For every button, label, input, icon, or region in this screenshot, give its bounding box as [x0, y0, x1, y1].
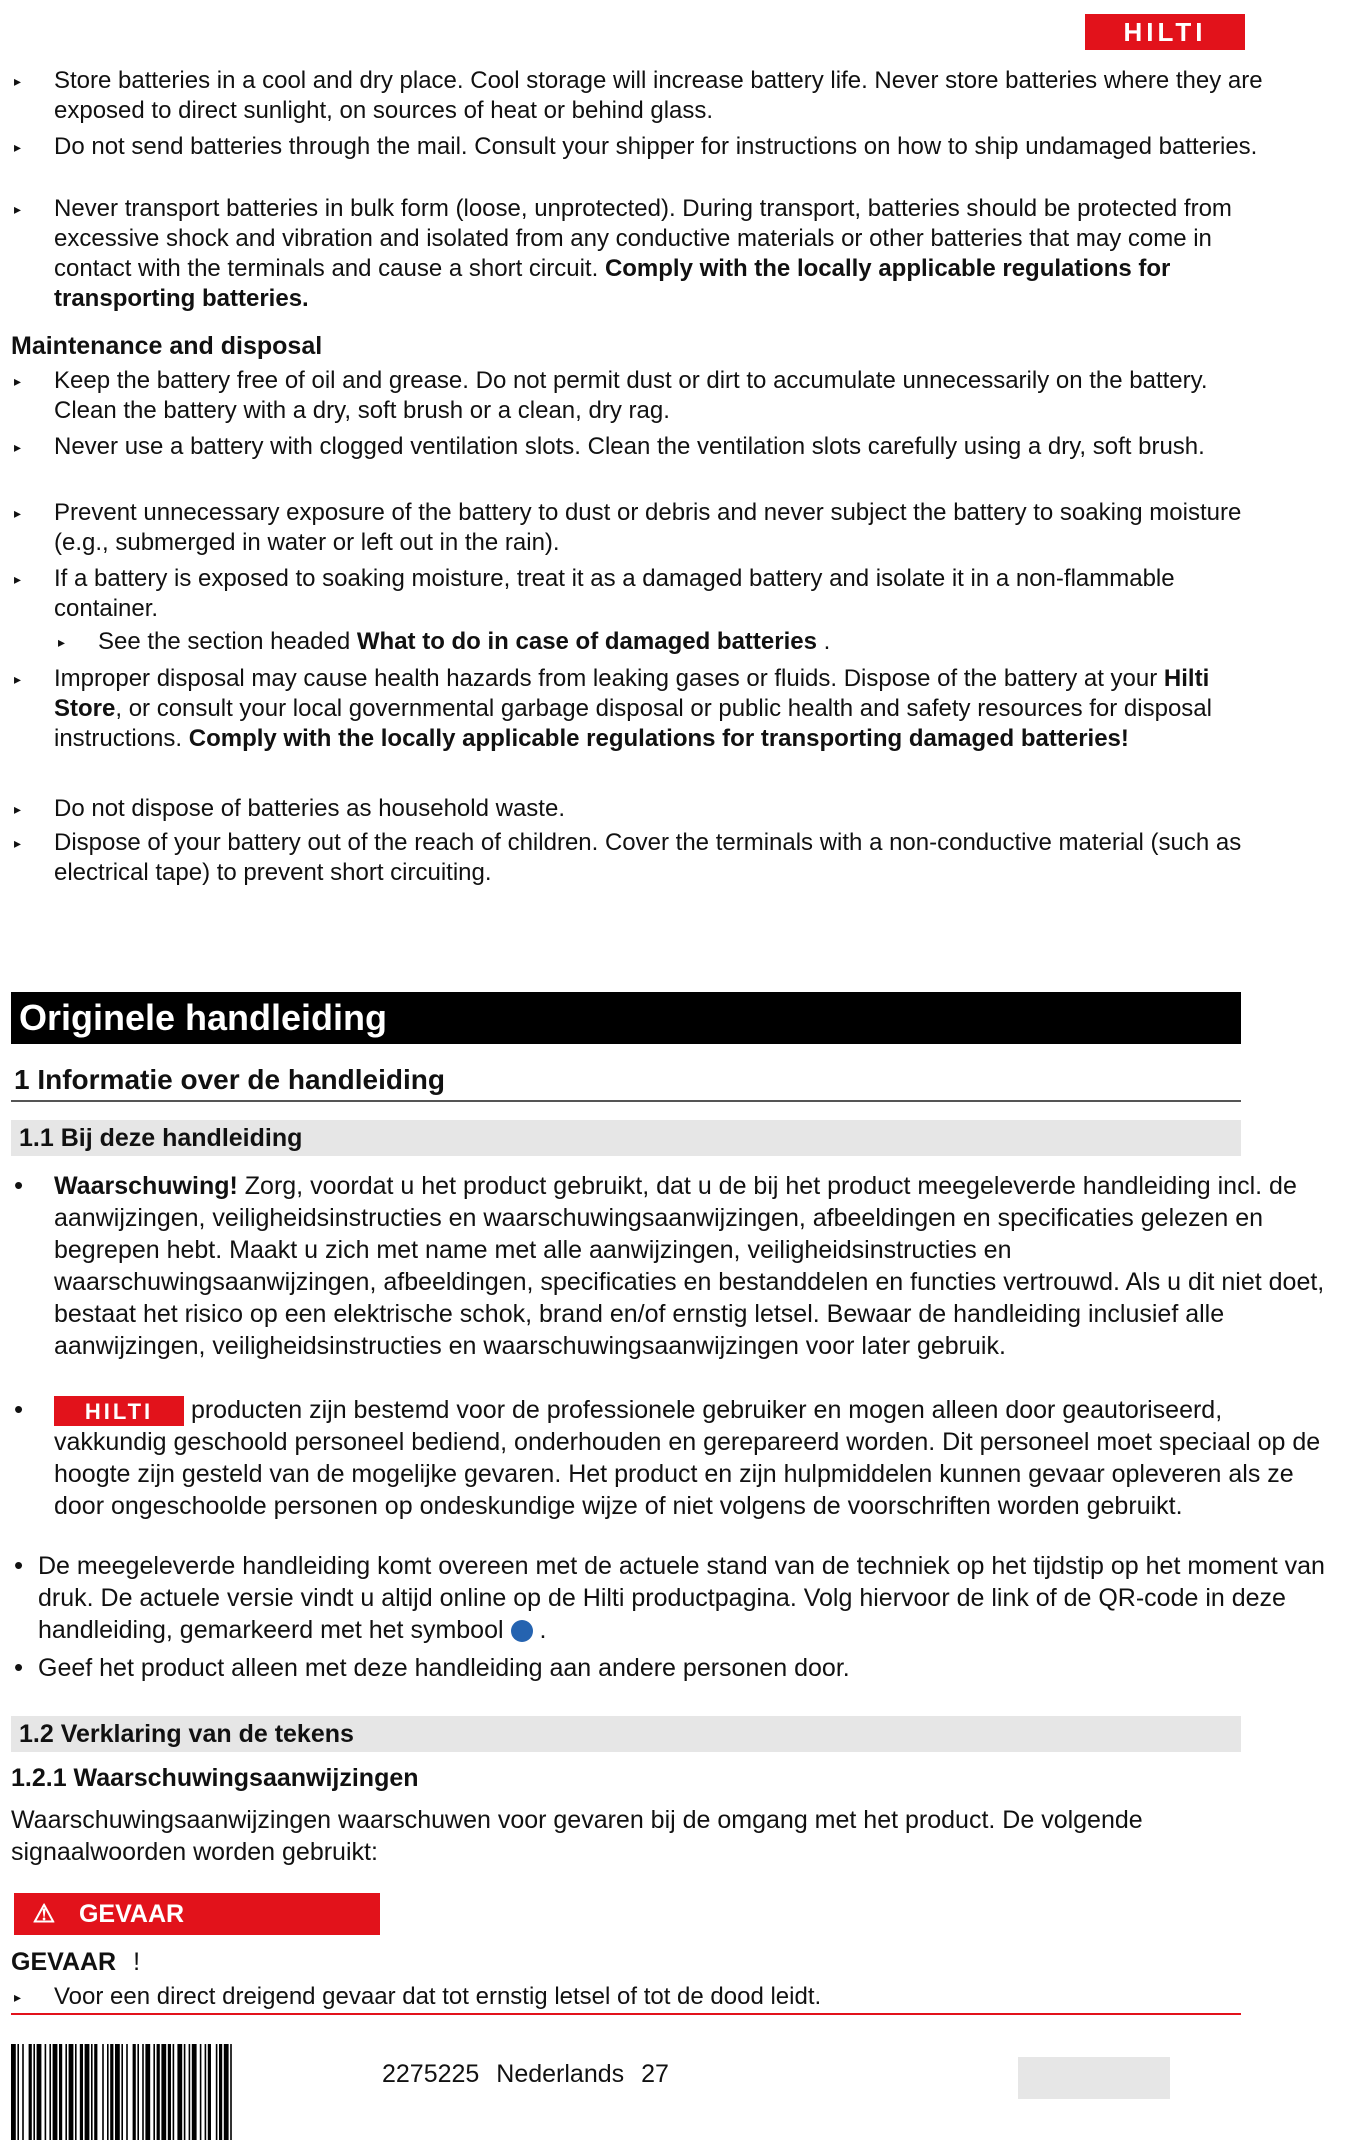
list-item: ▸ Never use a battery with clogged ventilation slots. Clean the ventilation slots carefully using a dry, soft brush.	[14, 433, 1205, 460]
barcode-bar	[17, 2044, 19, 2140]
barcode-bar	[137, 2044, 139, 2140]
bullet-arrow-icon: ▸	[14, 201, 22, 217]
bullet-arrow-icon: ▸	[58, 634, 66, 650]
barcode-bar	[216, 2044, 218, 2140]
barcode-bar	[145, 2044, 150, 2140]
bullet-dot-icon: •	[14, 1170, 24, 1200]
hilti-inline-logo	[54, 1396, 184, 1426]
bullet-arrow-icon: ▸	[14, 73, 22, 89]
barcode-bar	[121, 2044, 123, 2140]
list-item: ▸ Improper disposal may cause health hazards from leaking gases or fluids. Dispose of the battery at your Hilti Store, or consult your local governmental garbage disposal or public health and safety resources for disposal instructions. Comply with the locally applicable regulations for transporting damaged batteries!	[14, 665, 1212, 752]
barcode-bar	[133, 2044, 136, 2140]
barcode-bar	[102, 2044, 104, 2140]
barcode-bar	[219, 2044, 222, 2140]
danger-label: GEVAAR !	[11, 1948, 141, 1976]
svg-text:HILTI: HILTI	[84, 1399, 154, 1425]
barcode	[11, 2044, 351, 2140]
list-item: ▸ Dispose of your battery out of the reach of children. Cover the terminals with a non-conductive material (such as electrical tape) to prevent short circuiting.	[14, 829, 1242, 886]
barcode-bar	[126, 2044, 128, 2140]
barcode-bar	[37, 2044, 42, 2140]
divider	[11, 1100, 1241, 1102]
bullet-arrow-icon: ▸	[14, 835, 22, 851]
bullet-arrow-icon: ▸	[14, 505, 22, 521]
barcode-bar	[157, 2044, 160, 2140]
list-item: ▸ Do not send batteries through the mail. Consult your shipper for instructions on how to ship undamaged batteries.	[14, 133, 1258, 160]
warning-icon: ⚠	[32, 1900, 56, 1928]
danger-badge: ⚠ GEVAAR	[14, 1893, 380, 1935]
bullet-dot-icon: •	[14, 1394, 24, 1424]
bullet-arrow-icon: ▸	[14, 801, 22, 817]
svg-text:HILTI: HILTI	[1123, 17, 1207, 47]
barcode-bar	[85, 2044, 90, 2140]
bullet-arrow-icon: ▸	[14, 1989, 22, 2005]
barcode-bar	[29, 2044, 32, 2140]
footer-info: 2275225 Nederlands 27	[382, 2060, 669, 2088]
subsubsection-title: 1.2.1 Waarschuwingsaanwijzingen	[11, 1764, 419, 1792]
bullet-arrow-icon: ▸	[14, 571, 22, 587]
sub-list-item: ▸ See the section headed What to do in case of damaged batteries .	[58, 628, 831, 655]
list-item: ▸ Do not dispose of batteries as household waste.	[14, 795, 565, 822]
barcode-bar	[91, 2044, 93, 2140]
list-item: ▸ Keep the battery free of oil and grease. Do not permit dust or dirt to accumulate unnecessarily on the battery. Clean the battery with a dry, soft brush or a clean, dry rag.	[14, 367, 1208, 424]
barcode-bar	[153, 2044, 155, 2140]
subsection-title: 1.2 Verklaring van de tekens	[11, 1716, 1241, 1752]
barcode-bar	[189, 2044, 191, 2140]
barcode-bar	[208, 2044, 211, 2140]
barcode-bar	[177, 2044, 182, 2140]
list-item: • Geef het product alleen met deze handleiding aan andere personen door.	[14, 1652, 850, 1682]
barcode-bar	[161, 2044, 166, 2140]
barcode-bar	[33, 2044, 35, 2140]
list-item: ▸ Prevent unnecessary exposure of the battery to dust or debris and never subject the battery to soaking moisture (e.g., submerged in water or left out in the rain).	[14, 499, 1242, 556]
barcode-bar	[173, 2044, 175, 2140]
bullet-arrow-icon: ▸	[14, 671, 22, 687]
barcode-bar	[115, 2044, 120, 2140]
bullet-arrow-icon: ▸	[14, 139, 22, 155]
barcode-bar	[230, 2044, 232, 2140]
barcode-bar	[11, 2044, 16, 2140]
section-title: 1 Informatie over de handleiding	[14, 1064, 445, 1095]
footer-divider	[11, 2013, 1241, 2015]
barcode-bar	[49, 2044, 51, 2140]
subsection-title: 1.1 Bij deze handleiding	[11, 1120, 1241, 1156]
barcode-bar	[184, 2044, 186, 2140]
barcode-bar	[94, 2044, 97, 2140]
qr-link-icon	[511, 1620, 533, 1642]
list-item: • Waarschuwing! Zorg, voordat u het product gebruikt, dat u de bij het product meegeleverde handleiding incl. de aanwijzingen, veiligheidsinstructies en waarschuwingsaanwijzingen, afbeeldingen en specificaties gelezen en begrepen hebt. Maakt u zich met name met alle aanwijzingen, veiligheidsinstructies en waarschuwingsaanwijzingen, afbeeldingen, specificaties en bestanddelen en functies vertrouwd. Als u dit niet doet, bestaat het risico op een elektrische schok, brand en/of ernstig letsel. Bewaar de handleiding inclusief alle aanwijzingen, veiligheidsinstructies en waarschuwingsaanwijzingen voor later gebruik.	[14, 1170, 1325, 1360]
barcode-bar	[205, 2044, 207, 2140]
bullet-arrow-icon: ▸	[14, 373, 22, 389]
barcode-bar	[75, 2044, 77, 2140]
barcode-bar	[45, 2044, 47, 2140]
barcode-bar	[110, 2044, 113, 2140]
barcode-bar	[224, 2044, 229, 2140]
barcode-bar	[107, 2044, 109, 2140]
intro-paragraph: Waarschuwingsaanwijzingen waarschuwen voor gevaren bij de omgang met het product. De volgende signaalwoorden worden gebruikt:	[11, 1806, 1143, 1866]
page-title: Originele handleiding	[11, 992, 1241, 1044]
list-item: • HILTI producten zijn bestemd voor de professionele gebruiker en mogen alleen door geautoriseerd, vakkundig geschoold personeel bediend, onderhouden en gerepareerd worden. Dit personeel moet speciaal op de hoogte zijn gesteld van de mogelijke gevaren. Het product en zijn hulpmiddelen kunnen gevaar opleveren als ze door ongeschoolde personen op ondeskundige wijze of niet volgens de voorschriften worden gebruikt.	[14, 1394, 1321, 1521]
list-item: ▸ Never transport batteries in bulk form (loose, unprotected). During transport, batteries should be protected from excessive shock and vibration and isolated from any conductive materials or other batteries that may come in contact with the terminals and cause a short circuit. Comply with the locally applicable regulations for transporting batteries.	[14, 195, 1232, 312]
barcode-bar	[22, 2044, 24, 2140]
list-item: ▸ If a battery is exposed to soaking moisture, treat it as a damaged battery and isolate it in a non-flammable container.	[14, 565, 1175, 622]
barcode-bar	[192, 2044, 197, 2140]
bullet-dot-icon: •	[14, 1550, 24, 1580]
barcode-bar	[142, 2044, 144, 2140]
list-item: ▸ Store batteries in a cool and dry place. Cool storage will increase battery life. Never store batteries where they are exposed to direct sunlight, on sources of heat or behind glass.	[14, 67, 1263, 124]
section-heading: Maintenance and disposal	[11, 332, 323, 360]
barcode-bar	[168, 2044, 171, 2140]
barcode-bar	[200, 2044, 202, 2140]
footer-box	[1018, 2057, 1170, 2099]
hilti-logo	[1085, 14, 1245, 50]
barcode-bar	[69, 2044, 74, 2140]
barcode-bar	[53, 2044, 58, 2140]
list-item: • De meegeleverde handleiding komt overeen met de actuele stand van de techniek op het tijdstip op het moment van druk. De actuele versie vindt u altijd online op de Hilti productpagina. Volg hiervoor de link of de QR-code in deze handleiding, gemarkeerd met het symbool .	[14, 1550, 1325, 1644]
barcode-bar	[59, 2044, 62, 2140]
bullet-dot-icon: •	[14, 1652, 24, 1682]
barcode-bar	[65, 2044, 67, 2140]
bullet-arrow-icon: ▸	[14, 439, 22, 455]
list-item: ▸ Voor een direct dreigend gevaar dat tot ernstig letsel of tot de dood leidt.	[14, 1983, 822, 2010]
barcode-bar	[80, 2044, 83, 2140]
